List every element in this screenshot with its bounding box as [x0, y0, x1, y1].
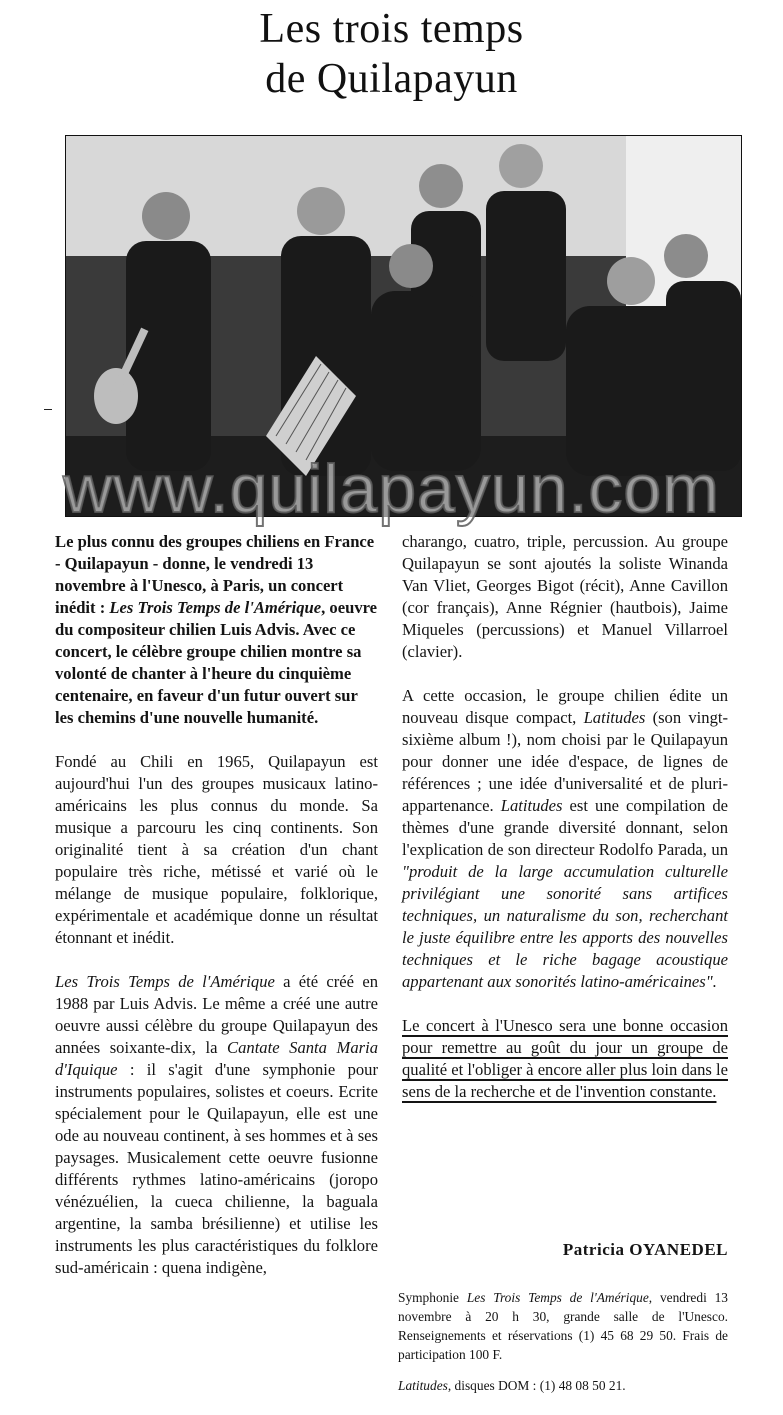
disc-info — [398, 1378, 728, 1394]
lead-work-title: Les Trois Temps de l'Amérique — [109, 598, 322, 617]
album-quote: "produit de la large accumulation culturelle privilégiant une sonorité sans artifices techniques, un naturalisme du son, recherchant le juste équilibre entre les apports des nouvelles techniques et le riche bagage acoustique appartenant aux sonorités latino-américaines". — [402, 862, 728, 991]
album-text-1: A cette occasion, le groupe chilien édite un nouveau disque compact, — [402, 686, 728, 727]
album-title-2: Latitudes — [500, 796, 563, 815]
watermark: www.quilapayun.com — [63, 451, 720, 527]
work-title: Les Trois Temps de l'Amérique — [55, 972, 275, 991]
paragraph-album — [402, 685, 728, 993]
cantata-title: Cantate Santa Maria d'Iquique — [55, 1038, 379, 1079]
disc-title: Latitudes — [398, 1378, 448, 1393]
lead-text-2: , oeuvre du compositeur chilien Luis Advis. Avec ce concert, le célèbre groupe chilien montre sa volonté de chanter à l'heure du cinquième centenaire, en faveur d'un futur ouvert sur les chemins d'une nouvelle humanité. — [55, 598, 378, 727]
info-text: , vendredi 13 novembre à 20 h 30, grande salle de l'Unesco. Renseignements et réservations (1) 45 68 29 50. Frais de participation 100 F. — [398, 1290, 729, 1362]
info-prefix: Symphonie — [398, 1290, 467, 1305]
right-column — [402, 531, 728, 1103]
work-text-2: : il s'agit d'une symphonie pour instruments populaires, solistes et coeurs. Ecrite spécialement pour le Quilapayun, elle est une ode au nouveau continent, à ses hommes et à ses paysages. Musicalement cette oeuvre fusionne différents rythmes latino-américains (joropo vénézuélien, la cueca chilienne, la baguala argentine, la samba brésilienne) et utilise les instruments les plus caractéristiques du folklore sud-américain : quena indigène, — [55, 1060, 378, 1277]
info-work-title: Les Trois Temps de l'Amérique — [466, 1290, 649, 1305]
article-title — [0, 4, 783, 104]
paragraph-instruments: charango, cuatro, triple, percussion. Au groupe Quilapayun se sont ajoutés la soliste Winanda Van Vliet, Georges Bigot (récit), Anne Cavillon (cor français), Anne Régnier (hautbois), Jaime Miqueles (percussions) et Manuel Villarroel (clavier). — [402, 532, 728, 661]
author-signature: Patricia OYANEDEL — [562, 1240, 728, 1259]
paragraph-work — [55, 971, 378, 1279]
margin-tick — [44, 409, 52, 410]
album-text-3: est une compilation de thèmes d'une grande diversité donnant, selon l'explication de son directeur Rodolfo Parada, un — [402, 796, 729, 859]
lead-text: Le plus connu des groupes chiliens en France - Quilapayun - donne, le vendredi 13 novembre à l'Unesco, à Paris, un concert inédit : — [55, 532, 375, 617]
album-title: Latitudes — [583, 708, 646, 727]
title-line-1: Les trois temps — [259, 6, 524, 52]
paragraph-history: Fondé au Chili en 1965, Quilapayun est aujourd'hui l'un des groupes musicaux latino-américains les plus connus du monde. Sa musique a parcouru les cinq continents. Son originalité tient à sa création d'un chant populaire très riche, métissé et varié où le mélange de musique populaire, folklorique, expérimentale et académique donne un résultat étonnant et inédit. — [55, 752, 378, 947]
disc-text: , disques DOM : (1) 48 08 50 21. — [447, 1378, 626, 1393]
work-text-1: a été créé en 1988 par Luis Advis. Le même a créé une autre oeuvre aussi célèbre du groupe Quilapayun des années soixante-dix, la — [55, 972, 378, 1057]
paragraph-conclusion: Le concert à l'Unesco sera une bonne occasion pour remettre au goût du jour un groupe de qualité et l'obliger à encore aller plus loin dans le sens de la recherche et de l'invention constante. — [402, 1016, 728, 1101]
title-line-2: de Quilapayun — [265, 56, 518, 102]
lead-paragraph — [55, 531, 378, 729]
left-column — [55, 531, 378, 1279]
event-info — [398, 1288, 728, 1364]
album-text-2: (son vingt-sixième album !), nom choisi par le Quilapayun pour donner une idée d'espace, de lignes de références ; une idée d'universalité et de pluri-appartenance. — [402, 708, 728, 815]
